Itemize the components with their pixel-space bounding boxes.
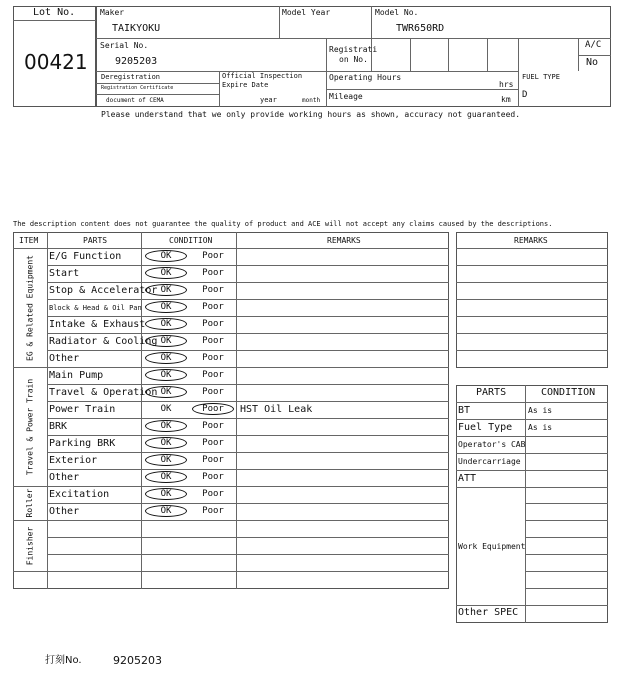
month-label: month [302, 97, 321, 104]
serial-value: 9205203 [115, 56, 158, 67]
condition-poor: Poor [202, 472, 224, 482]
ac-value: No [586, 57, 599, 68]
condition-poor: Poor [202, 489, 224, 499]
part-name: Other [49, 353, 80, 364]
condition-poor: Poor [192, 403, 234, 415]
ac-label: A/C [585, 40, 602, 50]
condition-poor: Poor [202, 455, 224, 465]
part-name: Start [49, 268, 80, 279]
registration-label: Registrati [329, 45, 378, 54]
header-condition: CONDITION [169, 236, 213, 245]
right-remarks-header: REMARKS [514, 236, 548, 245]
fuel-type-value: D [522, 90, 528, 100]
cema-label: document of CEMA [106, 97, 164, 104]
condition-ok: OK [145, 250, 187, 262]
condition-poor: Poor [202, 421, 224, 431]
right-part-name: ATT [458, 473, 477, 484]
inspection-label: Official Inspection [222, 72, 303, 80]
condition-ok: OK [145, 386, 187, 398]
part-name: E/G Function [49, 251, 122, 262]
right-part-condition: As is [528, 406, 553, 415]
condition-ok: OK [145, 454, 187, 466]
part-name: Power Train [49, 404, 116, 415]
condition-poor: Poor [202, 506, 224, 516]
maker-label: Maker [100, 8, 125, 17]
part-name: Travel & Operation [49, 387, 158, 398]
part-name: Exterior [49, 455, 98, 466]
condition-ok: OK [145, 301, 187, 313]
lot-label: Lot No. [33, 7, 76, 18]
right-part-name: Fuel Type [458, 422, 513, 433]
lot-number: 00421 [24, 50, 88, 74]
right-part-name: BT [458, 405, 471, 416]
condition-poor: Poor [202, 336, 224, 346]
fuel-type-label: FUEL TYPE [522, 73, 560, 81]
right-remarks-box [456, 232, 608, 368]
condition-ok: OK [145, 437, 187, 449]
hrs-label: hrs [499, 80, 514, 89]
maker-value: TAIKYOKU [112, 23, 161, 34]
part-name: BRK [49, 421, 68, 432]
condition-poor: Poor [202, 302, 224, 312]
part-name: Parking BRK [49, 438, 116, 449]
part-name: Main Pump [49, 370, 104, 381]
condition-ok: OK [145, 318, 187, 330]
group-label: EG & Related Equipment [25, 254, 34, 361]
condition-ok: OK [145, 420, 187, 432]
inspection-label-2: Expire Date [222, 81, 269, 89]
km-label: km [501, 95, 511, 104]
condition-poor: Poor [202, 387, 224, 397]
deregistration-label: Deregistration [101, 73, 161, 81]
condition-ok: OK [145, 505, 187, 517]
stamp-value: 9205203 [113, 654, 162, 667]
part-name: Intake & Exhaust [49, 319, 146, 330]
mileage-label: Mileage [329, 92, 363, 101]
condition-ok: OK [145, 352, 187, 364]
condition-poor: Poor [202, 268, 224, 278]
condition-poor: Poor [202, 319, 224, 329]
condition-ok: OK [145, 284, 187, 296]
condition-ok: OK [145, 335, 187, 347]
condition-ok: OK [145, 369, 187, 381]
right-part-condition: As is [528, 423, 553, 432]
group-label: Roller [25, 488, 34, 518]
header-parts: PARTS [83, 236, 108, 245]
condition-poor: Poor [202, 285, 224, 295]
model-year-label: Model Year [282, 8, 331, 17]
condition-ok: OK [145, 267, 187, 279]
work-equipment-label: Work Equipment [458, 542, 526, 551]
serial-label: Serial No. [100, 41, 149, 50]
year-label: year [260, 96, 277, 104]
right-part-name: Operator's CAB [458, 440, 526, 449]
remark-text: HST Oil Leak [240, 404, 313, 415]
model-no-value: TWR650RD [396, 23, 445, 34]
condition-ok: OK [145, 471, 187, 483]
condition-poor: Poor [202, 438, 224, 448]
right-header-condition: CONDITION [541, 387, 596, 398]
condition-poor: Poor [202, 353, 224, 363]
part-name: Excitation [49, 489, 110, 500]
part-name: Stop & Accelerator [49, 285, 158, 296]
part-name: Radiator & Cooling [49, 336, 158, 347]
group-label: Travel & Power Train [25, 378, 34, 475]
right-header-parts: PARTS [476, 387, 507, 398]
registration-label-2: on No. [339, 55, 368, 64]
working-hours-notice: Please understand that we only provide working hours as shown, accuracy not guaranteed. [101, 110, 521, 119]
part-name: Other [49, 506, 80, 517]
right-part-name: Undercarriage [458, 457, 521, 466]
header-remarks: REMARKS [327, 236, 361, 245]
condition-ok: OK [145, 488, 187, 500]
operating-hours-label: Operating Hours [329, 73, 402, 82]
condition-ok: OK [160, 404, 172, 414]
part-name: Other [49, 472, 80, 483]
part-name: Block & Head & Oil Pan [49, 304, 142, 312]
group-label: Finisher [25, 526, 34, 565]
reg-cert-label: Registration Certificate [101, 85, 174, 91]
model-no-label: Model No. [375, 8, 419, 17]
disclaimer: The description content does not guarantee the quality of product and ACE will not accept any claims caused by the descriptions. [13, 220, 553, 228]
other-spec-label: Other SPEC [458, 607, 519, 618]
condition-poor: Poor [202, 251, 224, 261]
stamp-label: 打刻No. [45, 655, 82, 666]
condition-poor: Poor [202, 370, 224, 380]
header-item: ITEM [19, 236, 39, 245]
